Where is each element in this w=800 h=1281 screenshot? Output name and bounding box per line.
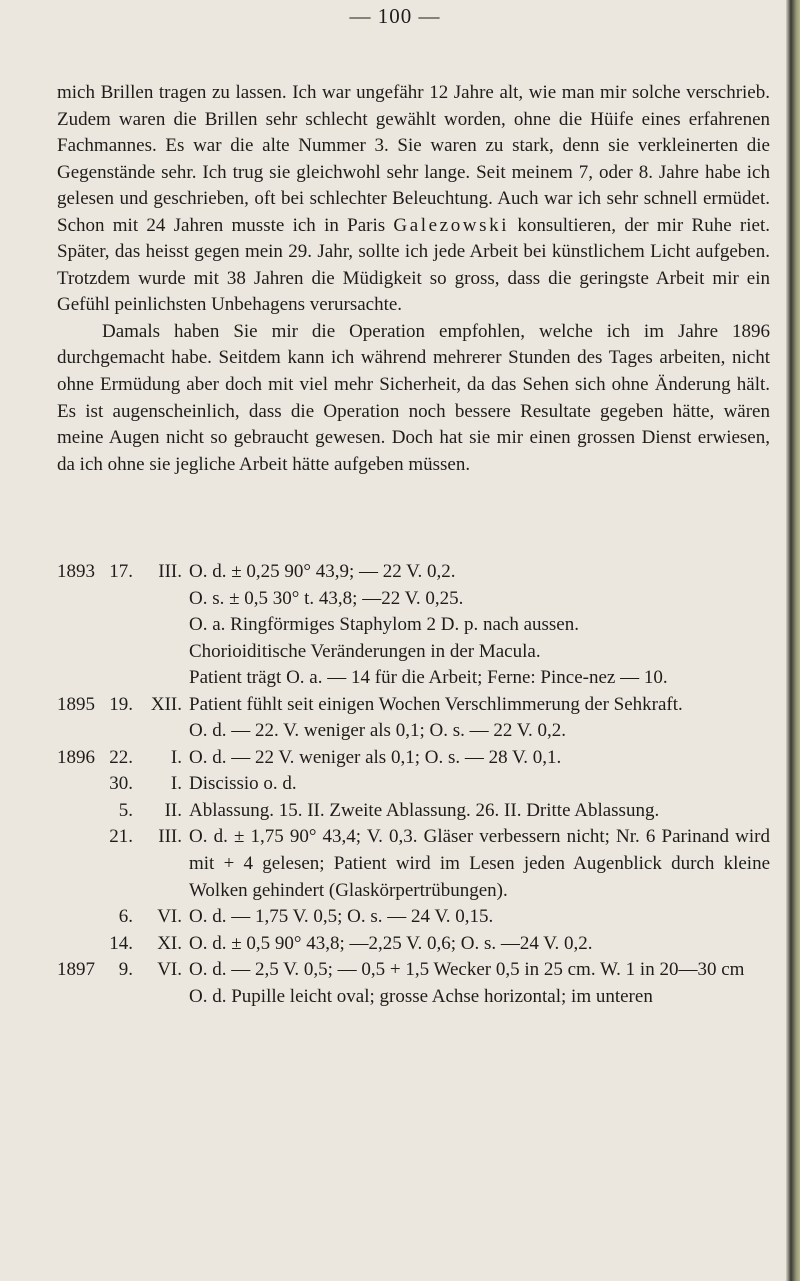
paragraph-1-after: konsultieren, der mir Ruhe riet. Später, das heisst gegen mein 29. Jahr, sollte ich jede Arbeit bei künstlichem Licht aufgeben. Trotzdem wurde mit 38 Jahren die Müdigkeit so gross, dass die geringste Arbeit mir ein Gefühl peinlichsten Unbehagens verursachte.: [57, 214, 770, 316]
entry-month: III.: [158, 826, 182, 848]
case-entry: [57, 745, 770, 772]
entry-line: Ablassung. 15. II. Zweite Ablassung. 26. II. Dritte Ablassung.: [189, 799, 660, 821]
entry-line: O. d. Pupille leicht oval; grosse Achse horizontal; im unteren: [189, 985, 653, 1007]
entry-line: O. d. — 22. V. weniger als 0,1; O. s. — 22 V. 0,2.: [189, 720, 567, 742]
case-entry: [57, 798, 770, 825]
entry-line: O. d. ± 0,25 90° 43,9; — 22 V. 0,2.: [189, 561, 456, 582]
entry-day: 14.: [109, 932, 133, 954]
case-entries: [57, 559, 770, 1010]
entry-month: I.: [170, 746, 182, 768]
entry-text: [189, 692, 770, 745]
entry-line: Discissio o. d.: [189, 773, 297, 795]
entry-line: Patient fühlt seit einigen Wochen Verschlimmerung der Sehkraft.: [189, 693, 683, 715]
entry-text: [189, 824, 770, 904]
case-entry: [57, 559, 770, 692]
entry-text: [189, 798, 770, 825]
entry-month: II.: [164, 799, 182, 821]
entry-text: [189, 904, 770, 931]
entry-line: O. a. Ringförmiges Staphylom 2 D. p. nach aussen.: [189, 614, 579, 636]
physician-name: Galezowski: [393, 214, 510, 236]
entry-text: [189, 771, 770, 798]
case-entry: [57, 692, 770, 745]
entry-day: 30.: [109, 773, 133, 795]
entry-day: 19.: [109, 693, 133, 715]
entry-text: [189, 957, 770, 1010]
entry-text: [189, 745, 770, 772]
entry-line: O. d. — 22 V. weniger als 0,1; O. s. — 28 V. 0,1.: [189, 746, 562, 768]
entry-line: Patient trägt O. a. — 14 für die Arbeit; Ferne: Pince-nez — 10.: [189, 667, 668, 689]
body-text: [57, 80, 770, 478]
entry-month: VI.: [157, 906, 182, 928]
page-number: — 100 —: [349, 4, 441, 28]
entry-month: I.: [170, 773, 182, 795]
entry-line: O. d. ± 1,75 90° 43,4; V. 0,3. Gläser verbessern nicht; Nr. 6 Parinand wird mit + 4 gelesen; Patient wird im Lesen jeden Augenblick durch kleine Wolken gehindert (Glaskörpertrübungen).: [189, 826, 770, 901]
entry-month: XII.: [150, 693, 182, 715]
entry-year: 1893: [57, 561, 95, 582]
entry-month: III.: [158, 561, 182, 582]
entry-day: 5.: [118, 799, 133, 821]
case-entry: [57, 904, 770, 931]
entry-day: 9.: [118, 959, 133, 981]
page-edge: [786, 0, 800, 1281]
entry-year: 1897: [57, 959, 95, 981]
entry-text: [189, 559, 770, 692]
entry-line: O. s. ± 0,5 30° t. 43,8; —22 V. 0,25.: [189, 587, 464, 609]
entry-month: XI.: [157, 932, 182, 954]
entry-text: [189, 931, 770, 958]
entry-day: 22.: [109, 746, 133, 768]
entry-year: 1896: [57, 746, 95, 768]
entry-day: 6.: [118, 906, 133, 928]
case-entry: [57, 931, 770, 958]
entry-line: O. d. — 1,75 V. 0,5; O. s. — 24 V. 0,15.: [189, 906, 494, 928]
entry-line: O. d. — 2,5 V. 0,5; — 0,5 + 1,5 Wecker 0,5 in 25 cm. W. 1 in 20—30 cm: [189, 959, 745, 981]
entry-year: 1895: [57, 693, 95, 715]
paragraph-1: [57, 80, 770, 319]
entry-day: 17.: [109, 561, 133, 582]
paragraph-2: Damals haben Sie mir die Operation empfohlen, welche ich im Jahre 1896 durchgemacht habe. Seitdem kann ich während mehrerer Stunden des Tages arbeiten, nicht ohne Ermüdung aber doch mit viel mehr Sicherheit, da das Sehen sich ohne Änderung hält. Es ist augenscheinlich, dass die Operation noch bessere Resultate gegeben hätte, wären meine Augen nicht so gebraucht gewesen. Doch hat sie mir einen grossen Dienst erwiesen, da ich ohne sie jegliche Arbeit hätte aufgeben müssen.: [57, 320, 770, 475]
entry-line: O. d. ± 0,5 90° 43,8; —2,25 V. 0,6; O. s. —24 V. 0,2.: [189, 932, 593, 954]
case-entry: [57, 771, 770, 798]
case-entry: [57, 824, 770, 904]
paragraph-1-before: mich Brillen tragen zu lassen. Ich war ungefähr 12 Jahre alt, wie man mir solche verschrieb. Zudem waren die Brillen sehr schlecht gewählt worden, ohne die Hüife eines erfahrenen Fachmannes. Es war die alte Nummer 3. Sie waren zu stark, denn sie verkleinerten die Gegenstände sehr. Ich trug sie gleichwohl sehr lange. Seit meinem 7, oder 8. Jahre habe ich gelesen und geschrieben, oft bei schlechter Beleuchtung. Auch war ich sehr schnell ermüdet. Schon mit 24 Jahren musste ich in Paris: [57, 82, 770, 236]
entry-day: 21.: [109, 826, 133, 848]
case-entry: [57, 957, 770, 1010]
entry-line: Chorioiditische Veränderungen in der Macula.: [189, 640, 541, 662]
entry-month: VI.: [157, 959, 182, 981]
